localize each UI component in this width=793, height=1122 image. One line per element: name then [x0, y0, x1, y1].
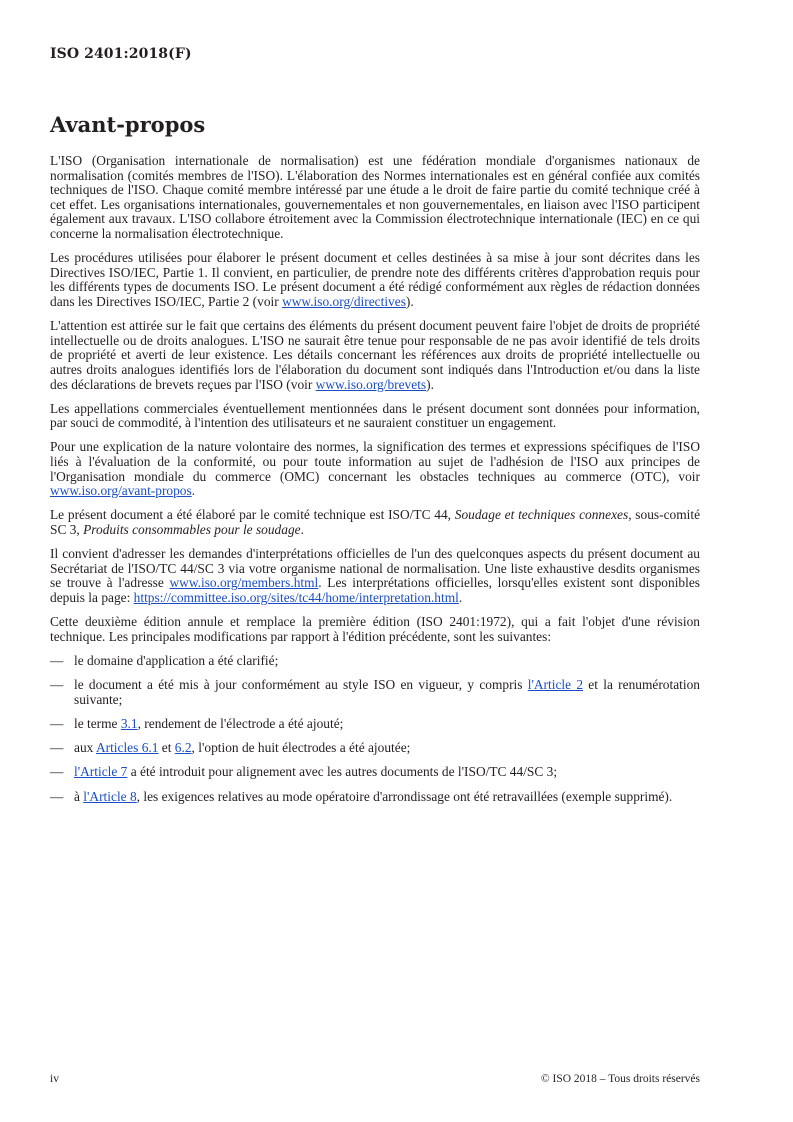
link-article-2[interactable]: l'Article 2 [527, 677, 584, 693]
paragraph-text: Pour une explication de la nature volontaire des normes, la signification des termes et expressions spécifiques de l'ISO liés à l'évaluation de la conformité, ou pour toute information au sujet de l'adhésion de l'ISO aux principes de l'Organisation mondiale du commerce (OMC) concernant les obstacles techniques au commerce (OTC), voir [50, 439, 700, 484]
paragraph-text: Il convient d'adresser les demandes d'interprétations officielles de l'un des quelconques aspects du présent document au Secrétariat de l'ISO/TC 44/SC 3 via votre organisme national de normalisation. Une liste exhaustive desdits organismes se trouve à l'adresse [50, 546, 700, 591]
paragraph-procedures [50, 251, 700, 309]
list-item-text: a été introduit pour alignement avec les autres documents de l'ISO/TC 44/SC 3; [127, 764, 558, 780]
paragraph-text: ). [426, 376, 434, 392]
link-article-6-1[interactable]: Articles 6.1 [95, 740, 159, 756]
list-item-text: , l'option de huit électrodes a été ajoutée; [191, 740, 411, 756]
paragraph-committee [50, 508, 700, 537]
paragraph-text: ). [405, 293, 414, 309]
paragraph-text: Le présent document a été élaboré par le comité technique est ISO/TC 44, [50, 507, 455, 523]
list-item-text: et [158, 740, 175, 756]
paragraph-patents [50, 319, 700, 392]
list-item-text: le terme [74, 715, 121, 731]
link-article-7[interactable]: l'Article 7 [74, 764, 128, 780]
list-item [50, 678, 700, 707]
list-item-text: le domaine d'application a été clarifié; [74, 652, 279, 668]
paragraph-text: L'attention est attirée sur le fait que certains des éléments du présent document peuvent faire l'objet de droits de propriété intellectuelle ou de droits analogues. L'ISO ne saurait être tenue pour responsable de ne pas avoir identifié de tels droits de propriété et averti de leur existence. Les détails concernant les références aux droits de propriété intellectuelle ou autres droits analogues identifiés lors de l'élaboration du document sont indiqués dans l'Introduction et/ou dans la liste des déclarations de brevets reçues par l'ISO (voir [50, 318, 700, 392]
list-item-text: aux [74, 740, 96, 756]
page-number: iv [50, 1073, 59, 1085]
link-brevets[interactable]: www.iso.org/brevets [315, 376, 427, 392]
paragraph-text: . Les interprétations officielles, lorsqu'elles existent sont disponibles depuis la page: [50, 575, 700, 605]
paragraph-text: Les procédures utilisées pour élaborer le présent document et celles destinées à sa mise à jour sont décrites dans les Directives ISO/IEC, Partie 1. Il convient, en particulier, de prendre note des différents critères d'approbation requis pour les différents types de documents ISO. Le présent document a été rédigé conformément aux règles de rédaction données dans les Directives ISO/IEC, Partie 2 (voir [50, 250, 700, 309]
list-item-text: à [74, 788, 84, 804]
dash-bullet: — [50, 652, 64, 668]
list-item-text: , les exigences relatives au mode opératoire d'arrondissage ont été retravaillées (exemple supprimé). [136, 788, 673, 804]
paragraph-trade-names: Les appellations commerciales éventuellement mentionnées dans le présent document sont données pour information, par souci de commodité, à l'intention des utilisateurs et ne sauraient constituer un engagement. [50, 400, 700, 431]
paragraph-text: . [458, 590, 463, 605]
link-avant-propos[interactable]: www.iso.org/avant-propos [50, 483, 192, 499]
paragraph-edition: Cette deuxième édition annule et remplace la première édition (ISO 2401:1972), qui a fait l'objet d'une révision technique. Les principales modifications par rapport à l'édition précédente, sont les suivantes: [50, 614, 700, 644]
changes-list [50, 654, 700, 804]
dash-bullet: — [50, 788, 64, 804]
list-item [50, 717, 700, 732]
paragraph-interpretations [50, 547, 700, 605]
link-term-3-1[interactable]: 3.1 [120, 715, 138, 731]
paragraph-iso-intro: L'ISO (Organisation internationale de normalisation) est une fédération mondiale d'organismes nationaux de normalisation (comités membres de l'ISO). L'élaboration des Normes internationales est en général confiée aux comités techniques de l'ISO. Chaque comité membre intéressé par une étude a le droit de faire partie du comité technique créé à cet effet. Les organisations internationales, gouvernementales et non gouvernementales, en liaison avec l'ISO participent également aux travaux. L'ISO collabore étroitement avec la Commission électrotechnique internationale (IEC) en ce qui concerne la normalisation électrotechnique. [50, 153, 700, 241]
link-article-8[interactable]: l'Article 8 [83, 788, 137, 804]
page-title: Avant-propos [50, 112, 206, 137]
dash-bullet: — [50, 677, 64, 693]
paragraph-text: . [300, 522, 304, 538]
committee-name: Soudage et techniques connexes [454, 507, 629, 523]
list-item [50, 654, 700, 669]
paragraph-text: . [191, 483, 196, 499]
list-item [50, 790, 700, 805]
foreword-body [50, 154, 700, 814]
list-item [50, 765, 700, 780]
link-directives[interactable]: www.iso.org/directives [282, 293, 406, 309]
dash-bullet: — [50, 740, 64, 756]
paragraph-voluntary-nature [50, 440, 700, 498]
list-item-text: , rendement de l'électrode a été ajouté; [137, 715, 344, 731]
list-item [50, 741, 700, 756]
dash-bullet: — [50, 715, 64, 731]
dash-bullet: — [50, 764, 64, 780]
subcommittee-name: Produits consommables pour le soudage [83, 522, 301, 538]
list-item-text: et la renumérotation suivante; [74, 677, 700, 707]
paragraph-text: , sous-comité SC 3, [50, 507, 701, 538]
document-id-header: ISO 2401:2018(F) [50, 46, 192, 62]
link-article-6-2[interactable]: 6.2 [174, 740, 192, 756]
list-item-text: le document a été mis à jour conformément au style ISO en vigueur, y compris [74, 677, 528, 693]
link-members[interactable]: www.iso.org/members.html [169, 575, 319, 591]
copyright-notice: © ISO 2018 – Tous droits réservés [540, 1073, 700, 1085]
link-interpretation[interactable]: https://committee.iso.org/sites/tc44/home/interpretation.html [133, 590, 459, 605]
